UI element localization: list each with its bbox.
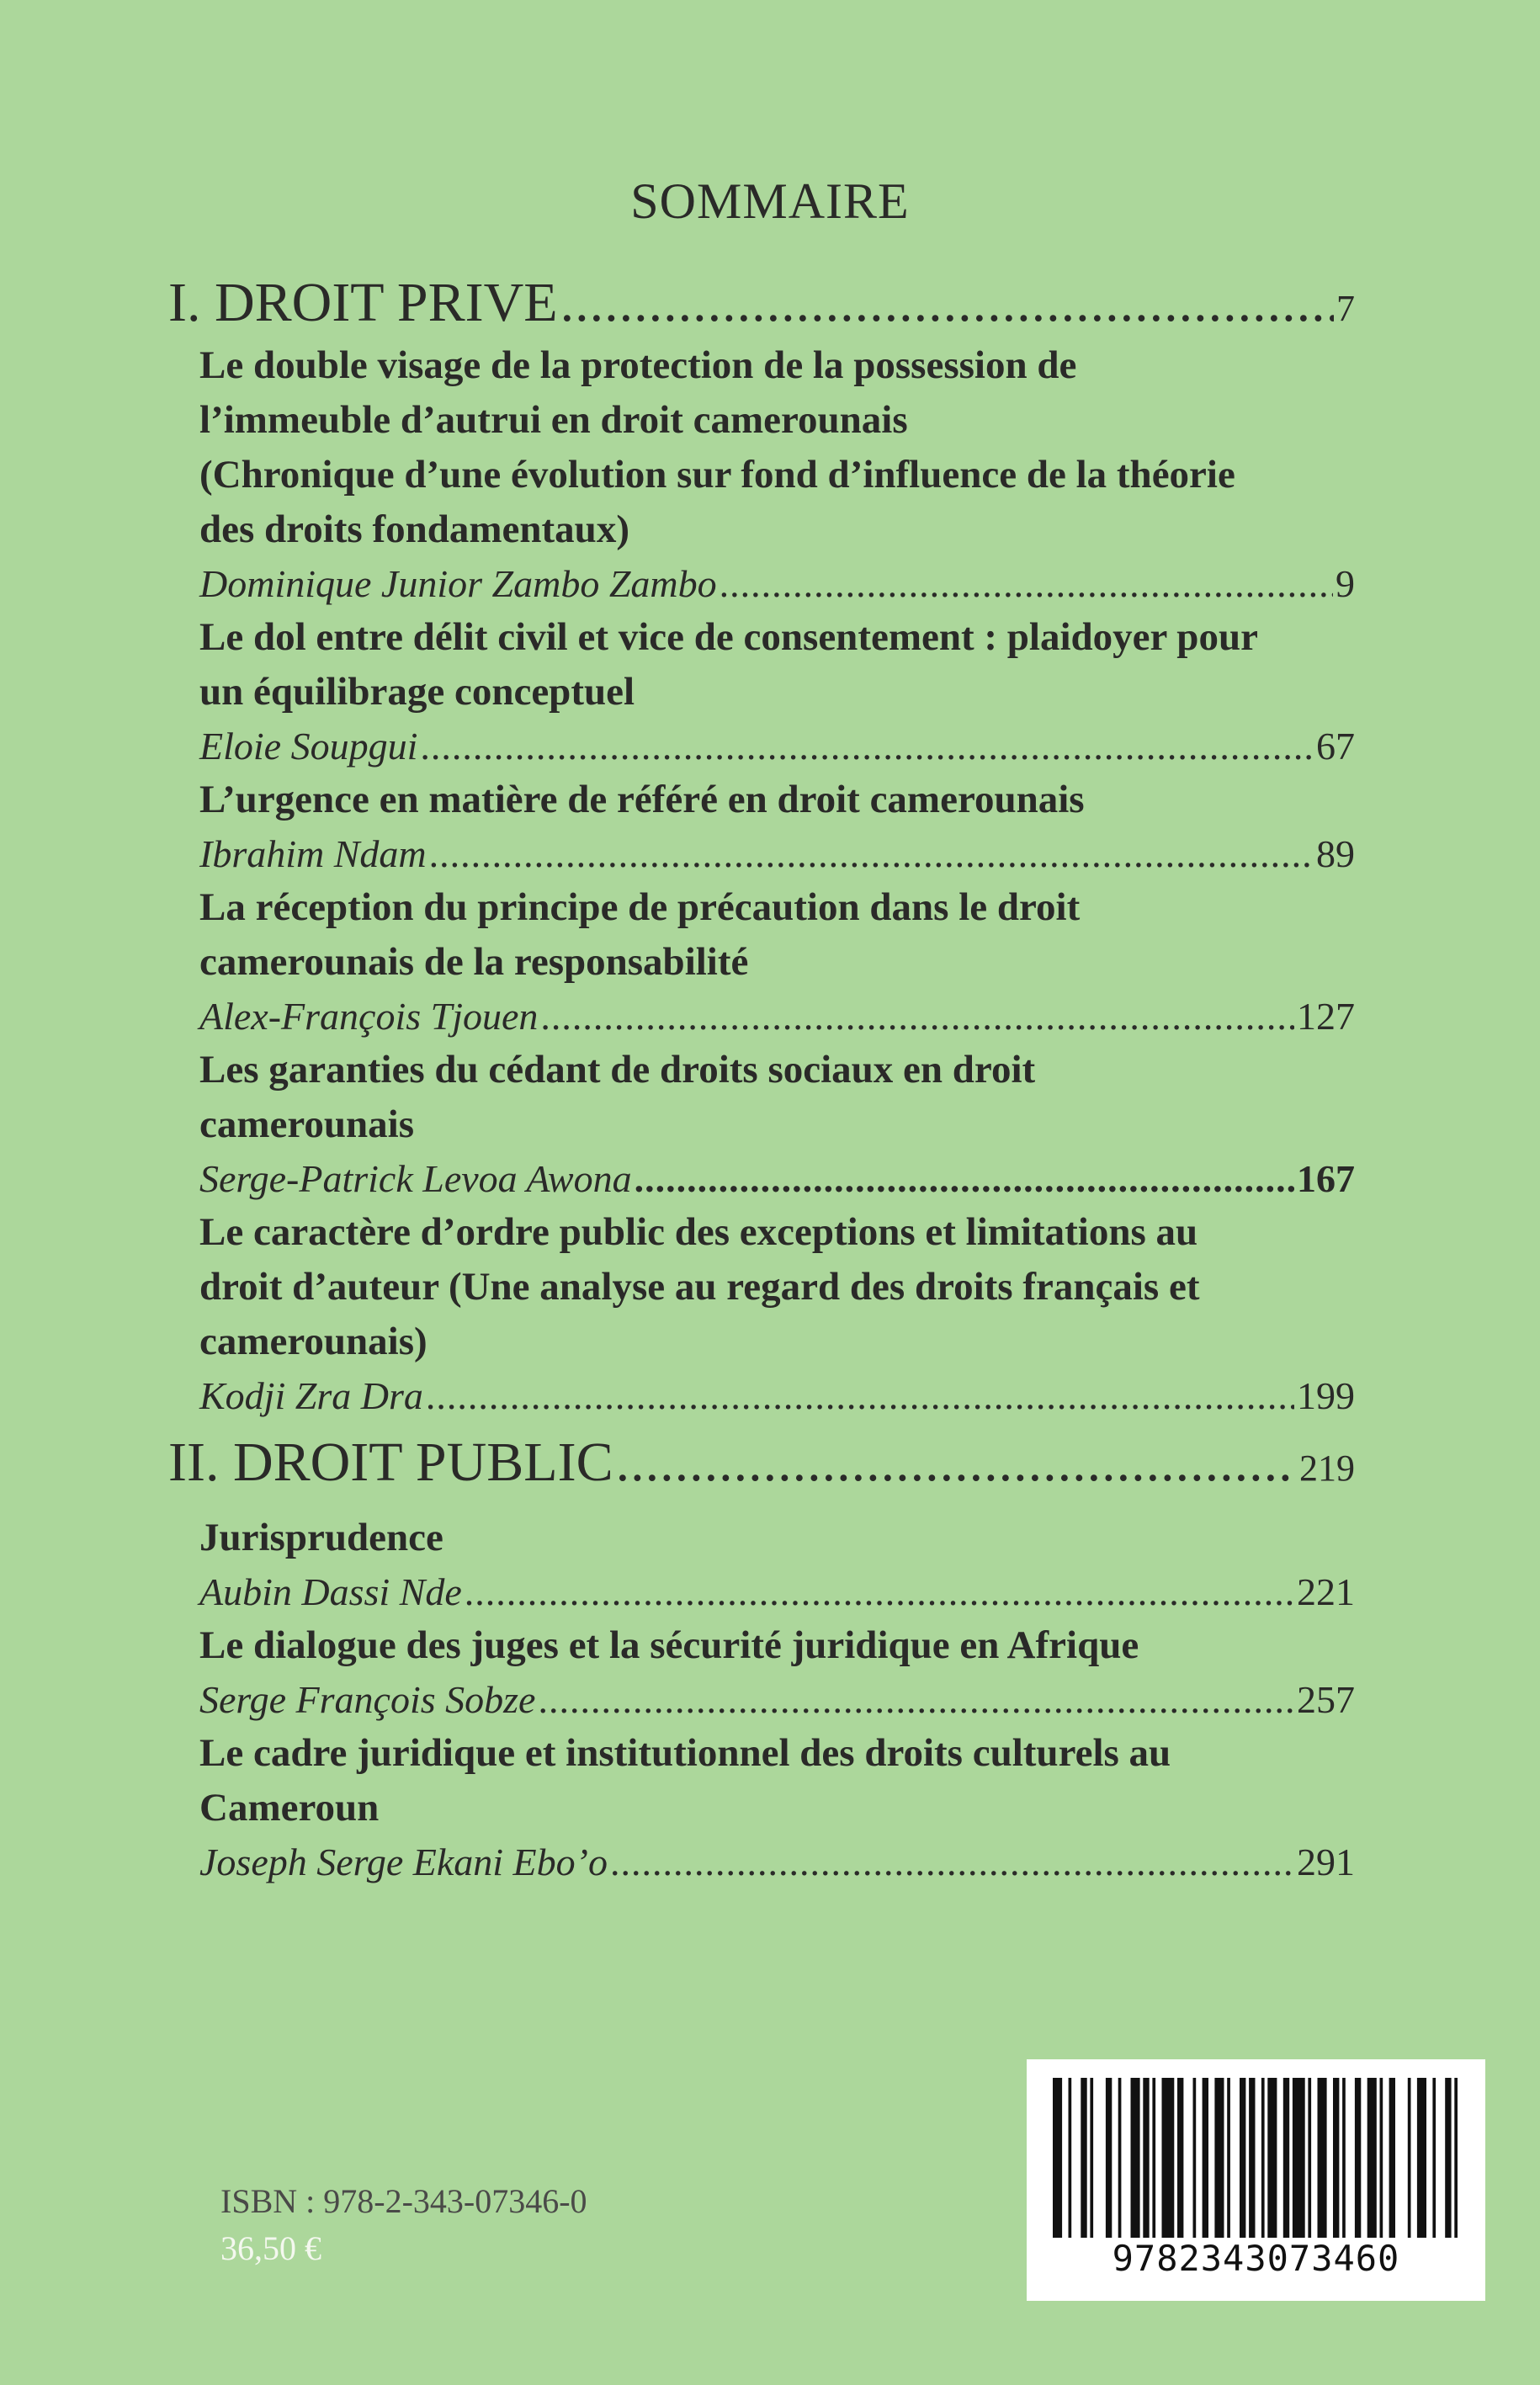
barcode-bar <box>1432 2078 1436 2238</box>
section-droit-public <box>168 1431 1355 1495</box>
barcode-bar <box>1283 2078 1289 2238</box>
barcode-bar <box>1227 2078 1230 2238</box>
barcode-bar <box>1380 2078 1383 2238</box>
barcode-bar <box>1261 2078 1265 2238</box>
article-author-entry <box>199 1156 1355 1201</box>
dot-leader <box>538 1677 1294 1722</box>
sommaire-heading: SOMMAIRE <box>630 173 910 229</box>
barcode-bar <box>1308 2078 1311 2238</box>
barcode-bar <box>1318 2078 1327 2238</box>
page-number: 221 <box>1297 1570 1355 1613</box>
barcode-bar <box>1389 2078 1395 2238</box>
barcode-bar <box>1203 2078 1208 2238</box>
barcode-bars <box>1048 2078 1464 2238</box>
author-name: Dominique Junior Zambo Zambo <box>199 562 717 605</box>
barcode-bar <box>1090 2078 1093 2238</box>
author-name: Ibrahim Ndam <box>199 832 427 875</box>
dot-leader <box>610 1840 1294 1884</box>
barcode-bar <box>1249 2078 1255 2238</box>
article-title-line: droit d’auteur (Une analyse au regard des droits français et <box>199 1265 1200 1309</box>
barcode-bar <box>1118 2078 1122 2238</box>
author-name: Serge François Sobze <box>199 1678 536 1721</box>
article-title-line: des droits fondamentaux) <box>199 507 629 551</box>
barcode-bar <box>1152 2078 1155 2238</box>
page-number: 9 <box>1336 562 1355 605</box>
article-title-line: Jurisprudence <box>199 1516 443 1559</box>
dot-leader <box>465 1570 1294 1614</box>
author-name: Aubin Dassi Nde <box>199 1570 462 1613</box>
section-label: II. DROIT PUBLIC <box>168 1432 613 1493</box>
page-number: 257 <box>1297 1678 1355 1721</box>
article-author-entry <box>199 724 1355 768</box>
isbn-text: ISBN : 978-2-343-07346-0 <box>220 2182 587 2220</box>
barcode-bar <box>1106 2078 1112 2238</box>
barcode-bar <box>1131 2078 1140 2238</box>
page-number: 89 <box>1316 832 1355 875</box>
barcode-bar <box>1069 2078 1072 2238</box>
article-title-line: camerounais) <box>199 1320 427 1363</box>
barcode-bar <box>1417 2078 1426 2238</box>
author-name: Eloie Soupgui <box>199 725 418 768</box>
barcode-bar <box>1333 2078 1339 2238</box>
article-title-line: Cameroun <box>199 1786 380 1830</box>
barcode <box>1027 2059 1485 2301</box>
article-title-line: Les garanties du cédant de droits sociaux en droit <box>199 1048 1036 1092</box>
article-title-line: Le dialogue des juges et la sécurité juridique en Afrique <box>199 1623 1139 1667</box>
barcode-bar <box>1177 2078 1183 2238</box>
barcode-bar <box>1408 2078 1411 2238</box>
article-title-line: Le caractère d’ordre public des exceptions et limitations au <box>199 1210 1198 1254</box>
article-title-line: l’immeuble d’autrui en droit camerounais <box>199 398 908 442</box>
page-number: 199 <box>1297 1374 1355 1417</box>
price-text: 36,50 € <box>220 2229 321 2267</box>
barcode-bar <box>1342 2078 1346 2238</box>
author-name: Alex-François Tjouen <box>199 995 539 1038</box>
article-title-line: Le dol entre délit civil et vice de consentement : plaidoyer pour <box>199 615 1258 659</box>
article-author-entry <box>199 1570 1355 1614</box>
dot-leader <box>540 994 1294 1038</box>
article-author-entry <box>199 1840 1355 1884</box>
barcode-bar <box>1293 2078 1305 2238</box>
dot-leader <box>720 561 1333 606</box>
author-name: Joseph Serge Ekani Ebo’o <box>199 1841 608 1883</box>
barcode-bar <box>1445 2078 1451 2238</box>
barcode-number: 9782343073460 <box>1112 2238 1400 2279</box>
article-author-entry <box>199 831 1355 876</box>
section-page: 7 <box>1336 288 1355 329</box>
dot-leader <box>426 1373 1294 1418</box>
barcode-bar <box>1454 2078 1458 2238</box>
barcode-bar <box>1240 2078 1245 2238</box>
section-page: 219 <box>1299 1447 1355 1489</box>
barcode-bar <box>1081 2078 1086 2238</box>
article-author-entry <box>199 1373 1355 1418</box>
article-title-line: un équilibrage conceptuel <box>199 670 635 714</box>
article-title-line: L’urgence en matière de référé en droit camerounais <box>199 778 1085 821</box>
page-number: 127 <box>1297 995 1355 1038</box>
barcode-bar <box>1193 2078 1197 2238</box>
article-title-line: La réception du principe de précaution dans le droit <box>199 885 1081 929</box>
author-name: Kodji Zra Dra <box>199 1374 423 1417</box>
page-number: 291 <box>1297 1841 1355 1883</box>
article-title-line: camerounais <box>199 1102 415 1146</box>
barcode-bar <box>1162 2078 1175 2238</box>
section-droit-prive <box>168 271 1355 335</box>
article-author-entry <box>199 561 1355 606</box>
barcode-bar <box>1053 2078 1062 2238</box>
article-title-line: Le cadre juridique et institutionnel des droits culturels au <box>199 1731 1171 1775</box>
dot-leader <box>560 271 1334 335</box>
article-author-entry <box>199 994 1355 1038</box>
section-label: I. DROIT PRIVE <box>168 272 558 333</box>
page-number: 67 <box>1316 725 1355 768</box>
article-title-line: (Chronique d’une évolution sur fond d’influence de la théorie <box>199 453 1235 497</box>
dot-leader <box>429 831 1314 876</box>
article-title-line: camerounais de la responsabilité <box>199 940 749 984</box>
barcode-bar <box>1214 2078 1224 2238</box>
dot-leader <box>616 1431 1297 1495</box>
author-name: Serge-Patrick Levoa Awona <box>199 1157 632 1200</box>
barcode-bar <box>1355 2078 1361 2238</box>
dot-leader <box>420 724 1314 768</box>
article-author-entry <box>199 1677 1355 1722</box>
barcode-bar <box>1143 2078 1149 2238</box>
barcode-bar <box>1367 2078 1377 2238</box>
dot-leader <box>635 1156 1294 1201</box>
article-title-line: Le double visage de la protection de la possession de <box>199 343 1077 387</box>
page-number: 167 <box>1297 1157 1355 1200</box>
barcode-bar <box>1267 2078 1277 2238</box>
